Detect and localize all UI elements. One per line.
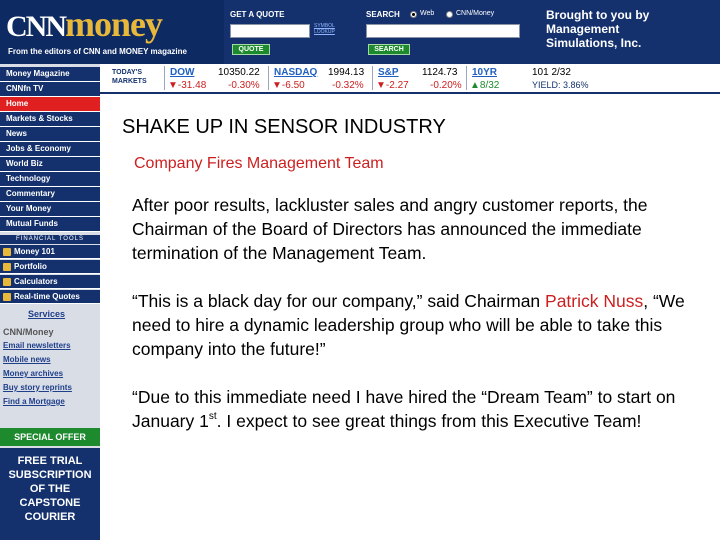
cnnmoney-logo[interactable] xyxy=(6,4,162,47)
services-heading[interactable]: Services xyxy=(28,309,66,319)
cnn-money-label: CNN/Money xyxy=(3,327,54,337)
nav-item-technology[interactable]: Technology xyxy=(0,172,100,187)
nav-item-your-money[interactable]: Your Money xyxy=(0,202,100,217)
markets-line: MARKETS xyxy=(112,78,147,85)
ticker-value-dow: 10350.22 xyxy=(218,67,260,78)
ticker-value-10yr: 101 2/32 xyxy=(532,67,571,78)
nav-item-jobs-economy[interactable]: Jobs & Economy xyxy=(0,142,100,157)
link-email-newsletters[interactable]: Email newsletters xyxy=(3,341,71,350)
quote-button[interactable]: QUOTE xyxy=(232,44,270,55)
free-trial-line: CAPSTONE xyxy=(19,497,81,509)
ticker-value-nasdaq: 1994.13 xyxy=(328,67,365,78)
ticker-change-sp: ▼-2.27 xyxy=(376,80,409,91)
ticker-symbol-sp[interactable]: S&P xyxy=(378,67,399,78)
financial-tools-label: FINANCIAL TOOLS xyxy=(0,235,100,244)
ticker-divider xyxy=(466,66,467,90)
sponsor-line2: Management xyxy=(546,22,620,36)
slide-subtitle: Company Fires Management Team xyxy=(134,155,384,172)
link-find-a-mortgage[interactable]: Find a Mortgage xyxy=(3,397,65,406)
sponsor-note xyxy=(546,8,716,50)
portfolio-icon xyxy=(3,263,11,271)
logo-money: money xyxy=(65,4,162,44)
free-trial-line: OF THE xyxy=(29,483,71,495)
ticker-symbol-dow[interactable]: DOW xyxy=(170,67,195,78)
special-offer-banner[interactable]: SPECIAL OFFER xyxy=(0,428,100,446)
search-label: SEARCH xyxy=(366,10,400,19)
free-trial-line: FREE TRIAL xyxy=(17,455,83,467)
search-input[interactable] xyxy=(366,24,520,38)
tool-label: Real-time Quotes xyxy=(14,292,80,301)
nav-item-home[interactable]: Home xyxy=(0,97,100,112)
quote-input[interactable] xyxy=(230,24,310,38)
ordinal-suffix: st xyxy=(208,411,217,423)
quote-text: . I expect to see great things from this Executive Team! xyxy=(216,411,642,431)
ticker-percent-dow: -0.30% xyxy=(228,80,260,91)
nav-item-news[interactable]: News xyxy=(0,127,100,142)
ticker-change-10yr: ▲8/32 xyxy=(470,80,500,91)
nav-item-mutual-funds[interactable]: Mutual Funds xyxy=(0,217,100,232)
left-nav xyxy=(0,64,100,540)
calculator-icon xyxy=(3,278,11,286)
ticker-percent-sp: -0.20% xyxy=(430,80,462,91)
tool-label: Money 101 xyxy=(14,247,55,256)
slide-title: SHAKE UP IN SENSOR INDUSTRY xyxy=(122,116,446,138)
chairman-name: Patrick Nuss xyxy=(545,291,644,311)
get-quote-label: GET A QUOTE xyxy=(230,10,285,19)
market-ticker xyxy=(100,64,720,94)
quotes-icon xyxy=(3,293,11,301)
free-trial-line: SUBSCRIPTION xyxy=(8,469,92,481)
tool-label: Portfolio xyxy=(14,262,47,271)
ticker-divider xyxy=(164,66,165,90)
tool-label: Calculators xyxy=(14,277,58,286)
symbol-lookup-line2: LOOKUP xyxy=(314,29,335,35)
search-cnnmoney-label: CNN/Money xyxy=(456,10,495,17)
symbol-lookup-line1: SYMBOL xyxy=(314,23,335,29)
search-web-label: Web xyxy=(420,10,435,17)
ticker-change-dow: ▼-31.48 xyxy=(168,80,207,91)
link-mobile-news[interactable]: Mobile news xyxy=(3,355,51,364)
nav-item-money-magazine[interactable]: Money Magazine xyxy=(0,67,100,82)
paragraph-2 xyxy=(132,289,704,361)
ticker-change-nasdaq: ▼-6.50 xyxy=(272,80,305,91)
free-trial-ad[interactable] xyxy=(0,448,100,540)
paragraph-3 xyxy=(132,385,704,433)
search-web-radio[interactable] xyxy=(410,11,417,18)
quote-text: “Due to this immediate need I have hired the “Dream Team” to start on January 1 xyxy=(132,387,676,431)
todays-markets-label xyxy=(112,68,158,86)
ticker-divider xyxy=(372,66,373,90)
ticker-symbol-10yr[interactable]: 10YR xyxy=(472,67,498,78)
money-101-icon xyxy=(3,248,11,256)
site-header xyxy=(0,0,720,64)
link-buy-story-reprints[interactable]: Buy story reprints xyxy=(3,383,72,392)
tagline: From the editors of CNN and MONEY magazine xyxy=(8,47,187,56)
sponsor-line1: Brought to you by xyxy=(546,8,650,22)
tool-money-101[interactable] xyxy=(0,245,100,259)
nav-item-markets-stocks[interactable]: Markets & Stocks xyxy=(0,112,100,127)
nav-item-commentary[interactable]: Commentary xyxy=(0,187,100,202)
sponsor-line3: Simulations, Inc. xyxy=(546,36,642,50)
symbol-lookup-link[interactable] xyxy=(314,23,335,35)
ticker-yield-10yr: YIELD: 3.86% xyxy=(532,80,589,90)
ticker-symbol-nasdaq[interactable]: NASDAQ xyxy=(274,67,318,78)
quote-text: , “We need to hire a dynamic leadership group who will be able to take this company into the future!” xyxy=(132,291,685,359)
todays-line: TODAY'S xyxy=(112,69,143,76)
ticker-value-sp: 1124.73 xyxy=(422,67,458,78)
ticker-percent-nasdaq: -0.32% xyxy=(332,80,364,91)
logo-area xyxy=(0,0,224,64)
free-trial-line: COURIER xyxy=(24,511,76,523)
logo-cnn: CNN xyxy=(6,10,65,43)
link-money-archives[interactable]: Money archives xyxy=(3,369,64,378)
nav-item-cnnfn-tv[interactable]: CNNfn TV xyxy=(0,82,100,97)
ticker-divider xyxy=(268,66,269,90)
tool-portfolio[interactable] xyxy=(0,260,100,274)
search-cnnmoney-radio[interactable] xyxy=(446,11,453,18)
search-button[interactable]: SEARCH xyxy=(368,44,410,55)
nav-item-world-biz[interactable]: World Biz xyxy=(0,157,100,172)
quote-text: “This is a black day for our company,” said Chairman xyxy=(132,291,546,311)
tool-real-time-quotes[interactable] xyxy=(0,290,100,304)
paragraph-1: After poor results, lackluster sales and angry customer reports, the Chairman of the Board of Directors has announced the immediate termination of the Management Team. xyxy=(132,195,648,263)
tool-calculators[interactable] xyxy=(0,275,100,289)
